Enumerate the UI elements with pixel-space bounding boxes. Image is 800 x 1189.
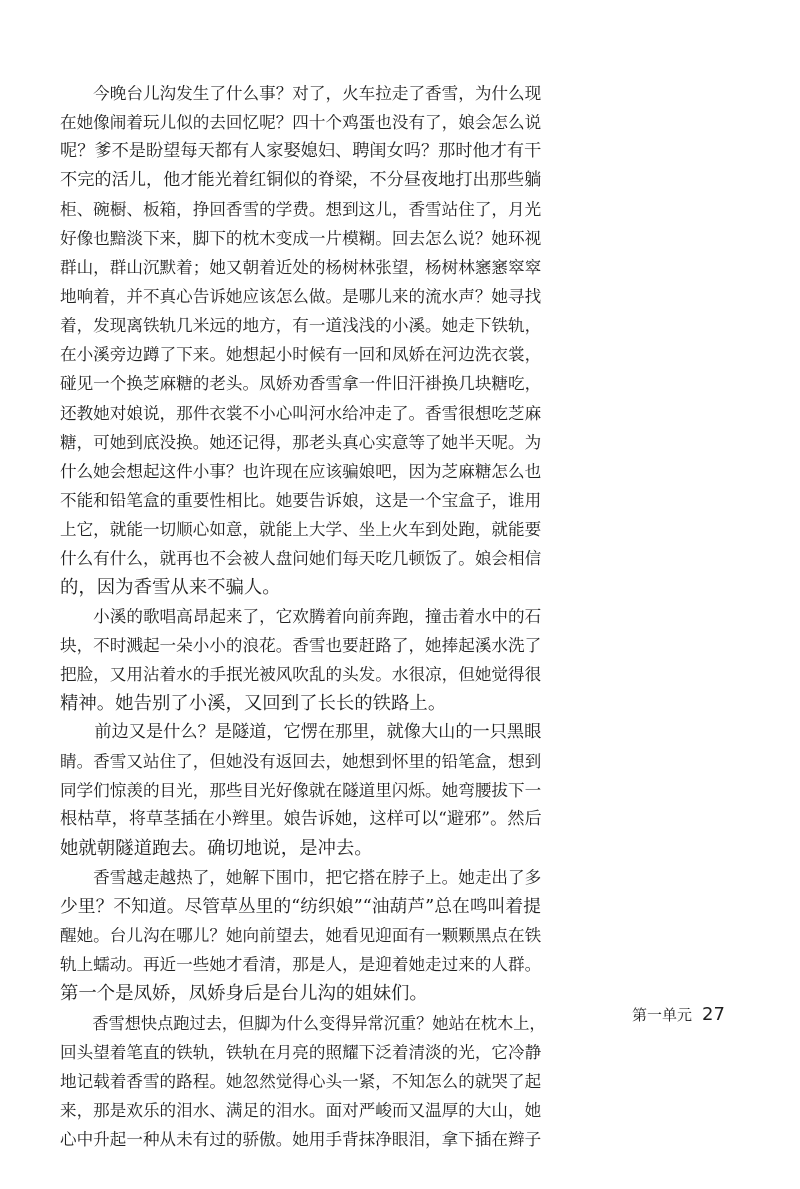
body-text [60, 79, 546, 1154]
text-line: 什么有什么，就再也不会被人盘问她们每天吃几顿饭了。娘会相信 [60, 548, 542, 568]
text-line: 碰见一个换芝麻糖的老头。凤娇劝香雪拿一件旧汗褂换几块糖吃， [60, 374, 542, 394]
text-line: 小溪的歌唱高昂起来了，它欢腾着向前奔跑，撞击着水中的石 [60, 606, 542, 626]
text-line: 不能和铅笔盒的重要性相比。她要告诉娘，这是一个宝盒子，谁用 [60, 490, 542, 510]
text-line: 着，发现离铁轨几米远的地方，有一道浅浅的小溪。她走下铁轨， [60, 316, 542, 336]
text-line: 的，因为香雪从来不骗人。 [60, 576, 281, 598]
text-line: 精神。她告别了小溪，又回到了长长的铁路上。 [60, 692, 447, 714]
text-line: 今晚台儿沟发生了什么事？对了，火车拉走了香雪，为什么现 [60, 84, 542, 103]
text-line: 地记载着香雪的路程。她忽然觉得心头一紧，不知怎么的就哭了起 [60, 1071, 542, 1091]
text-line: 呢？爹不是盼望每天都有人家娶媳妇、聘闺女吗？那时他才有干 [60, 141, 542, 162]
text-line: 前边又是什么？是隧道，它愣在那里，就像大山的一只黑眼 [60, 722, 542, 743]
text-line: 把脸，又用沾着水的手抿光被风吹乱的头发。水很凉，但她觉得很 [60, 664, 542, 684]
text-line: 柜、碗橱、板箱，挣回香雪的学费。想到这儿，香雪站住了，月光 [60, 200, 542, 220]
text-line: 回头望着笔直的铁轨，铁轨在月亮的照耀下泛着清淡的光，它冷静 [60, 1042, 542, 1062]
text-line: 香雪想快点跑过去，但脚为什么变得异常沉重？她站在枕木上， [60, 1013, 546, 1033]
text-line: 来，那是欢乐的泪水、满足的泪水。面对严峻而又温厚的大山，她 [60, 1100, 542, 1120]
text-line: 香雪越走越热了，她解下围巾，把它搭在脖子上。她走出了多 [60, 868, 542, 888]
page-footer [632, 1004, 725, 1025]
text-line: 心中升起一种从未有过的骄傲。她用手背抹净眼泪，拿下插在辫子 [60, 1129, 542, 1149]
text-line: 块，不时溅起一朵小小的浪花。香雪也要赶路了，她捧起溪水洗了 [60, 635, 542, 655]
text-line: 地响着，并不真心告诉她应该怎么做。是哪儿来的流水声？她寻找 [60, 287, 542, 307]
page-number: 27 [702, 1004, 725, 1025]
text-line: 轨上蠕动。再近一些她才看清，那是人，是迎着她走过来的人群。 [60, 955, 542, 975]
text-line: 同学们惊羡的目光，那些目光好像就在隧道里闪烁。她弯腰拔下一 [60, 781, 542, 801]
text-line: 群山，群山沉默着；她又朝着近处的杨树林张望，杨树林窸窸窣窣 [60, 258, 542, 278]
text-line: 糖，可她到底没换。她还记得，那老头真心实意等了她半天呢。为 [60, 432, 542, 452]
text-line: 少里？不知道。尽管草丛里的“纺织娘”“油葫芦”总在鸣叫着提 [60, 896, 541, 918]
text-line: 醒她。台儿沟在哪儿？她向前望去，她看见迎面有一颗颗黑点在铁 [60, 926, 542, 946]
unit-label: 第一单元 [632, 1006, 693, 1024]
text-line: 什么她会想起这件小事？也许现在应该骗娘吧，因为芝麻糖怎么也 [60, 461, 542, 481]
text-line: 睛。香雪又站住了，但她没有返回去，她想到怀里的铅笔盒，想到 [60, 752, 542, 772]
text-line: 不完的活儿，他才能光着红铜似的脊梁，不分昼夜地打出那些躺 [60, 170, 542, 191]
text-line: 上它，就能一切顺心如意，就能上大学、坐上火车到处跑，就能要 [60, 519, 542, 539]
text-line: 她就朝隧道跑去。确切地说，是冲去。 [60, 838, 373, 860]
text-line: 在她像闹着玩儿似的去回忆呢？四十个鸡蛋也没有了，娘会怎么说 [60, 113, 542, 133]
text-line: 第一个是凤娇，凤娇身后是台儿沟的姐妹们。 [60, 983, 428, 1005]
text-line: 好像也黯淡下来，脚下的枕木变成一片模糊。回去怎么说？她环视 [60, 229, 542, 249]
text-line: 还教她对娘说，那件衣裳不小心叫河水给冲走了。香雪很想吃芝麻 [60, 403, 542, 423]
text-line: 在小溪旁边蹲了下来。她想起小时候有一回和凤娇在河边洗衣裳， [60, 345, 542, 365]
text-line: 根枯草，将草茎插在小辫里。娘告诉她，这样可以“避邪”。然后 [60, 809, 542, 830]
